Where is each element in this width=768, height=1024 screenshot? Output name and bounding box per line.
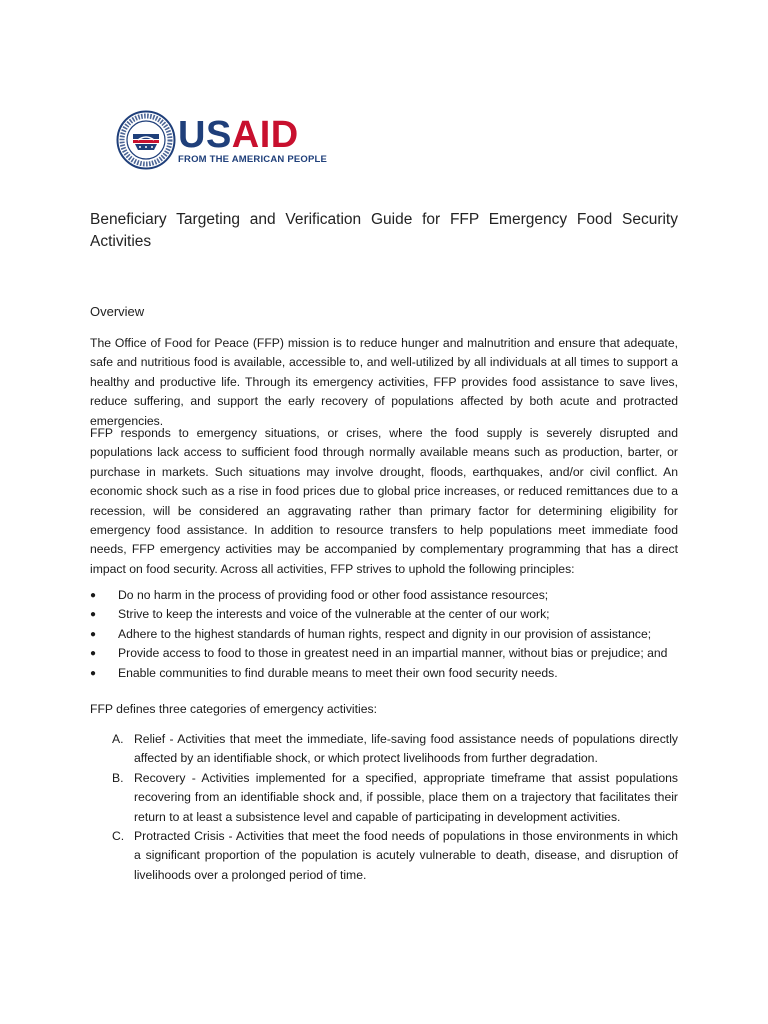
category-name: Relief xyxy=(134,732,166,746)
usaid-seal-icon xyxy=(116,110,176,170)
list-item: A. Relief - Activities that meet the immediate, life-saving food assistance needs of populations directly affected by an identifiable shock, or which protect livelihoods from further degradation. xyxy=(112,732,678,766)
category-name: Protracted Crisis xyxy=(134,829,225,844)
list-item: ● Provide access to food to those in greatest need in an impartial manner, without bias or prejudice; and xyxy=(90,644,678,663)
list-item: ● Enable communities to find durable means to meet their own food security needs. xyxy=(90,664,678,683)
category-name: Recovery xyxy=(134,770,186,785)
document-title: Beneficiary Targeting and Verification Guide for FFP Emergency Food Security Activities xyxy=(90,211,678,250)
usaid-wordmark: USAID xyxy=(178,114,299,156)
list-item: ● Strive to keep the interests and voice of the vulnerable at the center of our work; xyxy=(90,605,678,624)
usaid-tagline: FROM THE AMERICAN PEOPLE xyxy=(178,154,328,165)
list-item: ● Adhere to the highest standards of human rights, respect and dignity in our provision of assistance; xyxy=(90,625,678,644)
paragraph-categories-intro: FFP defines three categories of emergency activities: xyxy=(90,702,377,716)
principles-list xyxy=(90,586,678,683)
bullet-icon: ● xyxy=(90,628,97,640)
list-item: B. Recovery - Activities implemented for a specified, appropriate timeframe that assist populations recovering from an identifiable shock and, if possible, place them on a trajectory that facilitates their return to at least a subsistence level and capable of participating in development activities. xyxy=(112,770,678,824)
bullet-icon: ● xyxy=(90,667,97,679)
bullet-icon: ● xyxy=(90,590,97,601)
usaid-logo xyxy=(116,110,328,174)
categories-list xyxy=(112,730,678,885)
paragraph-emergency-response: FFP responds to emergency situations, or crises, where the food supply is severely disrupted and populations lack access to sufficient food through normally available means such as production, barter, or purchase in markets. Such situations may involve drought, floods, earthquakes, and/or civil conflict. An economic shock such as a rise in food prices due to global price increases, or reduced remittances due to a recession, will be considered an aggravating rather than primary factor for determining eligibility for emergency food assistance. In addition to resource transfers to help populations meet immediate food needs, FFP emergency activities may be accompanied by complementary programming that has a direct impact on food security. Across all activities, FFP strives to uphold the following principles: xyxy=(90,426,678,576)
bullet-icon: ● xyxy=(90,648,97,660)
list-item: ● Do no harm in the process of providing food or other food assistance resources; xyxy=(90,586,678,605)
paragraph-mission: The Office of Food for Peace (FFP) mission is to reduce hunger and malnutrition and ensure that adequate, safe and nutritious food is available, accessible to, and well-utilized by all individuals at all times to support a healthy and productive life. Through its emergency activities, FFP provides food assistance to save lives, reduce suffering, and support the early recovery of populations affected by both acute and protracted emergencies. xyxy=(90,336,678,428)
overview-heading: Overview xyxy=(90,304,145,319)
list-item: C. Protracted Crisis - Activities that meet the food needs of populations in those environments in which a significant proportion of the population is acutely vulnerable to death, disease, and disruption of livelihoods over a prolonged period of time. xyxy=(112,829,679,882)
bullet-icon: ● xyxy=(90,609,97,621)
